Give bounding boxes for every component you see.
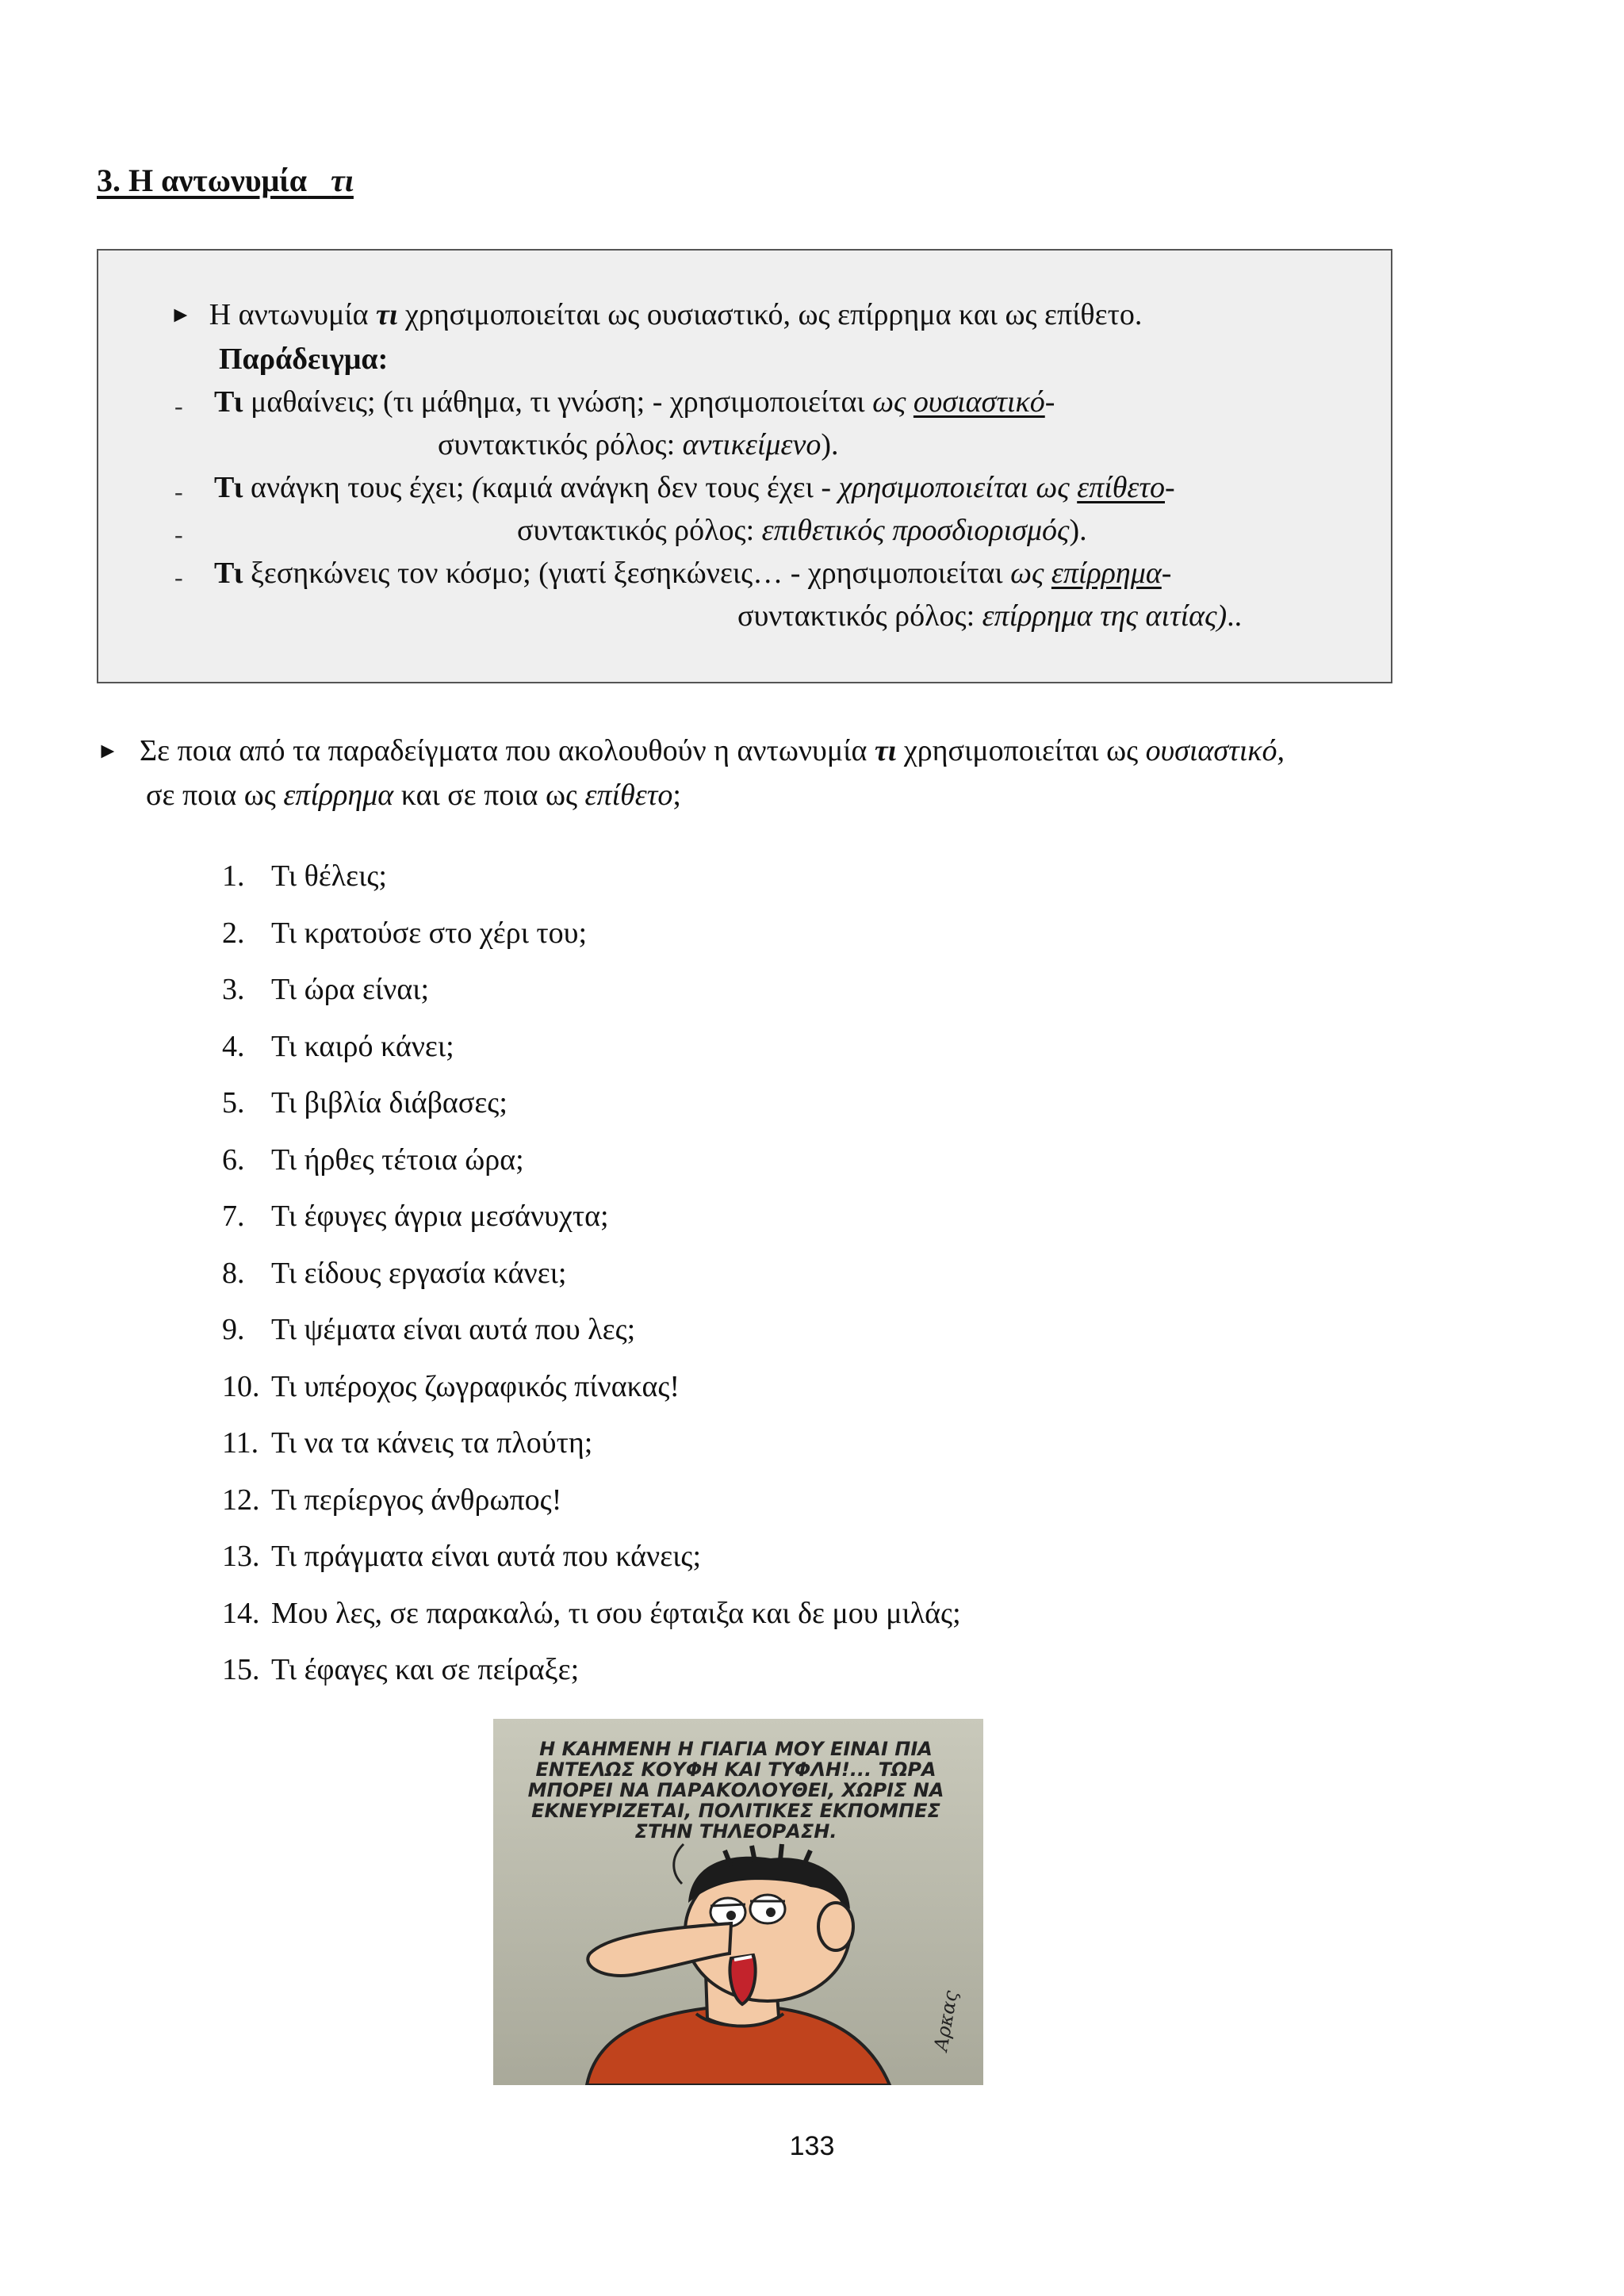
ex3-category: επίρρημα <box>1051 557 1162 590</box>
list-item <box>222 1428 961 1485</box>
ex2-category: επίθετο <box>1077 471 1165 504</box>
ex1-role-text: συντακτικός ρόλος: <box>438 428 683 461</box>
ex1-tail: - <box>1044 385 1055 419</box>
bullet-triangle-icon: ► <box>170 303 192 327</box>
item-number: 5. <box>222 1086 245 1119</box>
item-number: 6. <box>222 1142 245 1177</box>
question-line-1 <box>140 736 1285 766</box>
list-item <box>222 1258 961 1315</box>
ex1-role: αντικείμενο <box>682 428 822 461</box>
item-number: 13. <box>222 1540 260 1573</box>
question-noun: ουσιαστικό, <box>1145 734 1285 767</box>
question-part1: Σε ποια από τα παραδείγματα που ακολουθούν η αντωνυμία <box>140 734 875 767</box>
dash-marker: - <box>174 392 183 420</box>
item-number: 11. <box>222 1426 259 1460</box>
question-part3: σε ποια ως <box>146 779 284 812</box>
item-number: 2. <box>222 916 245 950</box>
list-item <box>222 1201 961 1258</box>
dash-marker: - <box>174 477 183 506</box>
info-intro <box>170 300 1142 330</box>
ex3-text: ξεσηκώνεις τον κόσμο; (γιατί ξεσηκώνεις… - χρησιμοποιείται <box>243 557 1011 590</box>
question-line-2 <box>146 780 681 810</box>
item-text: Τι περίεργος άνθρωπος! <box>271 1483 562 1517</box>
item-text: Τι είδους εργασία κάνει; <box>271 1256 567 1290</box>
example-3 <box>214 558 1171 588</box>
item-text: Τι έφαγες και σε πείραξε; <box>271 1653 580 1686</box>
dash-marker: - <box>174 520 183 549</box>
list-item <box>222 1031 961 1089</box>
list-item <box>222 918 961 975</box>
ex3-role-text: συντακτικός ρόλος: <box>737 599 982 633</box>
list-item <box>222 1485 961 1542</box>
ex2-role-text: συντακτικός ρόλος: <box>517 514 762 547</box>
ex2-text: ανάγκη τους έχει; <box>243 471 472 504</box>
ex2-role-end: ). <box>1069 514 1087 547</box>
item-text: Τι καιρό κάνει; <box>271 1029 454 1063</box>
ex3-ws: ως <box>1010 557 1051 590</box>
ex2-text2: καμιά ανάγκη δεν τους έχει - <box>481 471 839 504</box>
intro-text2: χρησιμοποιείται ως ουσιαστικό, ως επίρρημα και ως επίθετο. <box>397 298 1143 331</box>
cartoon-drawing <box>493 1719 983 2085</box>
ex3-tail: - <box>1161 557 1172 590</box>
section-title-word: τι <box>331 163 354 198</box>
caption-line: ΜΠΟΡΕΙ ΝΑ ΠΑΡΑΚΟΛΟΥΘΕΙ, ΧΩΡΙΣ ΝΑ <box>527 1779 944 1801</box>
ex1-lead: Τι <box>214 385 243 419</box>
section-title-text: 3. Η αντωνυμία <box>97 163 308 198</box>
dash-marker: - <box>174 563 183 591</box>
list-item <box>222 1369 961 1429</box>
pupil <box>726 1911 736 1920</box>
ex1-text: μαθαίνεις; (τι μάθημα, τι γνώση; - χρησιμοποιείται <box>243 385 873 419</box>
pupil <box>766 1908 776 1917</box>
question-part4: και σε ποια ως <box>393 779 585 812</box>
example-heading: Παράδειγμα: <box>219 342 389 376</box>
item-number: 1. <box>222 859 245 893</box>
ex2-lead: Τι <box>214 471 243 504</box>
cartoon-image <box>493 1719 983 2085</box>
item-number: 8. <box>222 1256 245 1290</box>
ex1-role-end: ). <box>821 428 839 461</box>
list-item <box>222 861 961 918</box>
item-text: Τι θέλεις; <box>271 859 387 893</box>
item-number: 15. <box>222 1653 260 1686</box>
caption-line: Η ΚΑΗΜΕΝΗ Η ΓΙΑΓΙΑ ΜΟΥ ΕΙΝΑΙ ΠΙΑ <box>539 1738 933 1760</box>
question-ti: τι <box>874 734 897 767</box>
cartoon-ear <box>818 1903 853 1950</box>
section-title <box>97 162 354 199</box>
bullet-triangle-icon: ► <box>97 739 119 763</box>
item-number: 12. <box>222 1483 260 1517</box>
question-adjective: επίθετο <box>584 779 673 812</box>
item-text: Τι πράγματα είναι αυτά που κάνεις; <box>271 1540 702 1573</box>
list-item <box>222 1314 961 1372</box>
item-number: 3. <box>222 973 245 1006</box>
ex1-ws: ως <box>872 385 914 419</box>
caption-line: ΕΚΝΕΥΡΙΖΕΤΑΙ, ΠΟΛΙΤΙΚΕΣ ΕΚΠΟΜΠΕΣ <box>531 1800 940 1822</box>
item-text: Μου λες, σε παρακαλώ, τι σου έφταιξα και δε μου μιλάς; <box>271 1596 961 1630</box>
artist-signature: Αρκας <box>929 1988 963 2053</box>
list-item <box>222 1088 961 1145</box>
ex2-role: επιθετικός προσδιορισμός <box>761 514 1070 547</box>
example-3-role <box>737 601 1242 631</box>
item-text: Τι ήρθες τέτοια ώρα; <box>271 1142 524 1177</box>
example-1-role <box>438 430 838 460</box>
question-part5: ; <box>672 779 681 812</box>
question-part2: χρησιμοποιείται ως <box>896 734 1146 767</box>
example-1 <box>214 387 1055 417</box>
item-text: Τι ψέματα είναι αυτά που λες; <box>271 1313 636 1346</box>
ex3-role-end: .. <box>1227 599 1243 633</box>
item-text: Τι έφυγες άγρια μεσάνυχτα; <box>271 1200 609 1233</box>
question-adverb: επίρρημα <box>283 779 394 812</box>
item-number: 4. <box>222 1029 245 1063</box>
item-text: Τι βιβλία διάβασες; <box>271 1086 508 1119</box>
ex2-tail: - <box>1165 471 1175 504</box>
item-number: 9. <box>222 1313 245 1346</box>
item-text: Τι να τα κάνεις τα πλούτη; <box>271 1426 593 1460</box>
ex3-role: επίρρημα της αιτίας) <box>982 599 1228 633</box>
example-2 <box>214 473 1175 503</box>
item-number: 7. <box>222 1200 245 1233</box>
ex2-used: χρησιμοποιείται ως <box>838 471 1078 504</box>
intro-text: Η αντωνυμία <box>209 298 377 331</box>
item-text: Τι ώρα είναι; <box>271 973 430 1006</box>
list-item <box>222 1541 961 1598</box>
item-number: 14. <box>222 1596 260 1630</box>
ex1-category: ουσιαστικό <box>913 385 1045 419</box>
info-box <box>97 249 1392 683</box>
ex2-open: ( <box>471 471 482 504</box>
ex3-lead: Τι <box>214 557 243 590</box>
page-number: 133 <box>789 2131 835 2161</box>
caption-line: ΣΤΗΝ ΤΗΛΕΟΡΑΣΗ. <box>634 1820 837 1843</box>
item-text: Τι υπέροχος ζωγραφικός πίνακας! <box>271 1369 680 1403</box>
list-item <box>222 1598 961 1655</box>
item-text: Τι κρατούσε στο χέρι του; <box>271 916 588 950</box>
item-number: 10. <box>222 1369 260 1403</box>
list-item <box>222 974 961 1031</box>
example-2-role <box>517 515 1087 545</box>
caption-line: ΕΝΤΕΛΩΣ ΚΟΥΦΗ ΚΑΙ ΤΥΦΛΗ!... ΤΩΡΑ <box>535 1758 936 1781</box>
intro-ti: τι <box>376 298 398 331</box>
list-item <box>222 1142 961 1202</box>
list-item <box>222 1655 961 1712</box>
exercise-list <box>222 861 961 1712</box>
